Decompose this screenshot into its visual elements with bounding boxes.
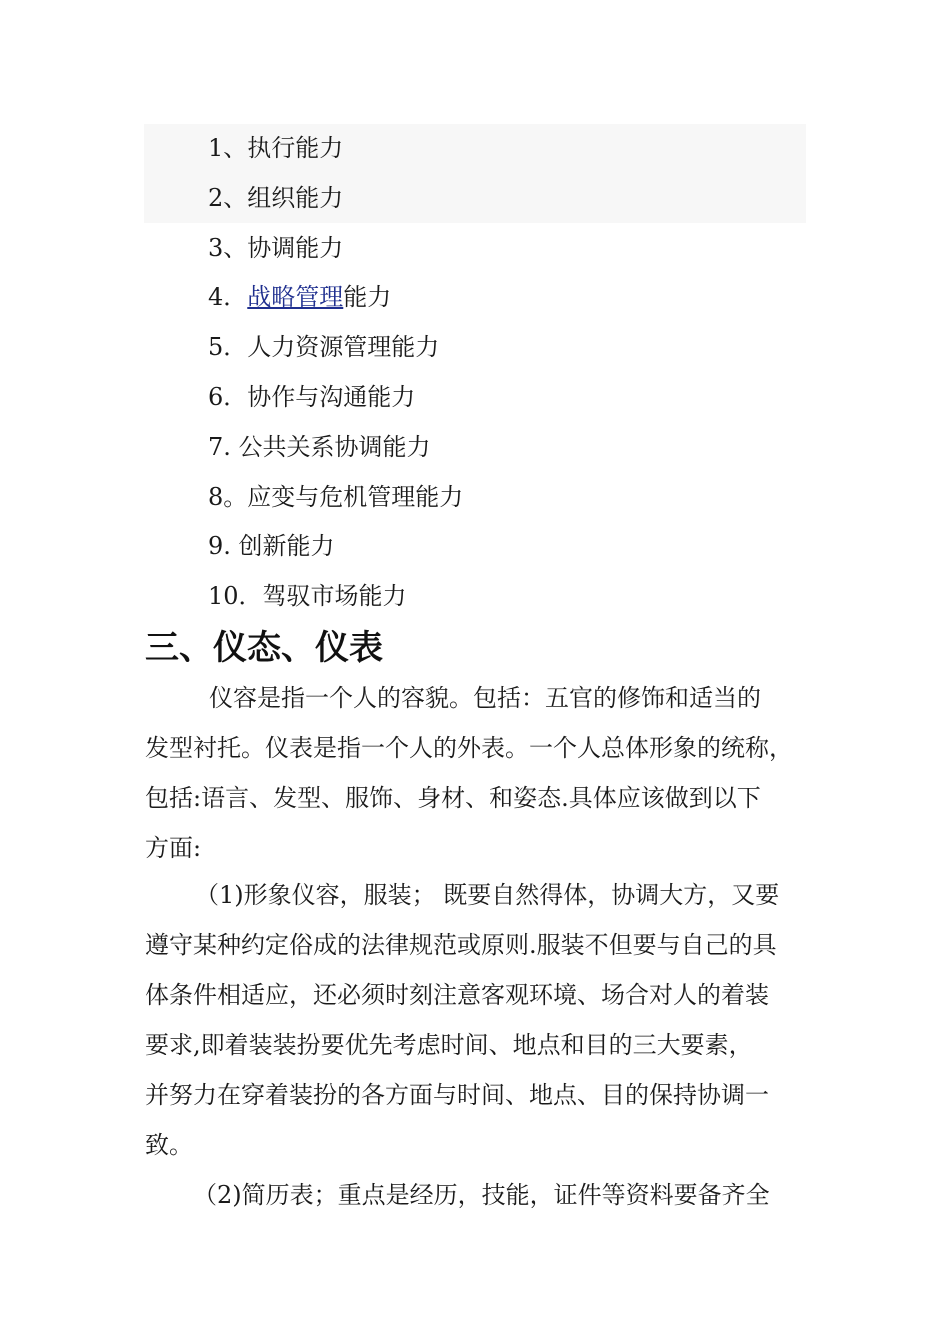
paragraph-line: 要求,即着装装扮要优先考虑时间、地点和目的三大要素， [145,1031,753,1059]
paragraph-line: 包括:语言、发型、服饰、身材、和姿态.具体应该做到以下 [145,784,761,812]
paragraph-line: 体条件相适应，还必须时刻注意客观环境、场合对人的着装 [145,981,769,1009]
paragraph-line: （1)形象仪容，服装； 既要自然得体，协调大方，又要 [195,881,780,909]
section-heading: 三、仪态、仪表 [145,628,383,668]
paragraph-line: 仪容是指一个人的容貌。包括：五官的修饰和适当的 [209,684,761,712]
list-item-2: 2、组织能力 [208,183,344,212]
paragraph-line: 并努力在穿着装扮的各方面与时间、地点、目的保持协调一 [145,1081,769,1109]
paragraph-line: （2)简历表；重点是经历，技能，证件等资料要备齐全 [193,1181,770,1209]
paragraph-appearance [145,673,815,873]
paragraph-line: 发型衬托。仪表是指一个人的外表。一个人总体形象的统称， [145,734,793,762]
list-item-10: 10．驾驭市场能力 [208,582,407,611]
list-item-3: 3、协调能力 [208,233,344,262]
paragraph-line: 遵守某种约定俗成的法律规范或原则.服装不但要与自己的具 [145,931,777,959]
list-item-4 [208,273,463,323]
list-item-8: 8。应变与危机管理能力 [208,482,464,511]
list-item-4-suffix: 能力 [343,283,392,312]
strategic-management-link[interactable]: 战略管理 [247,283,344,312]
list-item-9: 9. 创新能力 [208,532,335,561]
list-item-6: 6．协作与沟通能力 [208,382,416,411]
list-item-4-prefix: 4． [208,283,248,312]
paragraph-line: 致。 [145,1131,193,1159]
paragraph-resume [145,1170,815,1220]
paragraph-line: 方面: [145,834,202,862]
list-item-7: 7. 公共关系协调能力 [208,432,431,461]
list-item-5: 5．人力资源管理能力 [208,333,440,362]
ability-list [208,124,463,622]
list-item-1: 1、执行能力 [208,134,344,162]
paragraph-dress [145,870,815,1170]
